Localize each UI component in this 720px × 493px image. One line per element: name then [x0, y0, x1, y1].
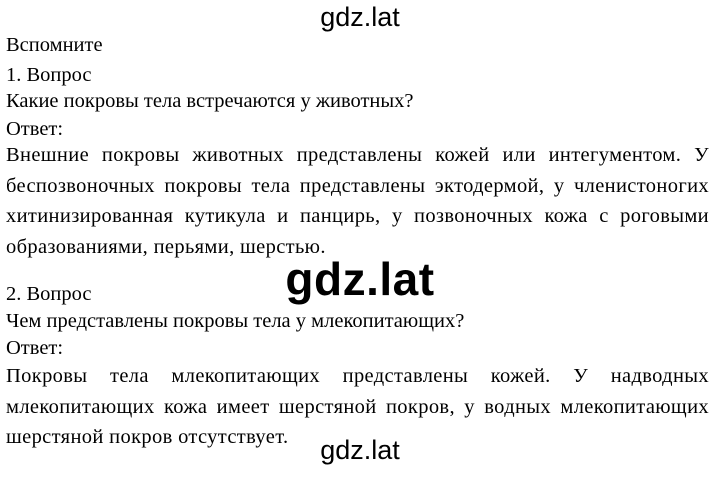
- answer-1-text: Внешние покровы животных представлены кожей или интегументом. У беспозвоночных покровы тела представлены эктодермой, у членистоногих хитинизированная кутикула и панцирь, у позвоночных кожа с роговыми образованиями, перьями, шерстью.: [6, 144, 709, 258]
- watermark-middle: gdz.lat: [285, 253, 435, 305]
- watermark-top: gdz.lat: [320, 2, 400, 32]
- question-1-text: Какие покровы тела встречаются у животных?: [6, 90, 414, 112]
- answer-1-label: Ответ:: [6, 118, 64, 140]
- question-2-text: Чем представлены покровы тела у млекопитающих?: [6, 310, 465, 332]
- watermark-bottom: gdz.lat: [320, 435, 400, 465]
- question-2-number: 2. Вопрос: [6, 283, 92, 305]
- answer-2-text: Покровы тела млекопитающих представлены кожей. У надводных млекопитающих кожа имеет шерстяной покров, у водных млекопитающих шерстяной покров отсутствует.: [6, 365, 709, 448]
- answer-2-label: Ответ:: [6, 337, 64, 359]
- section-heading: Вспомните: [6, 34, 103, 56]
- question-1-number: 1. Вопрос: [6, 64, 92, 86]
